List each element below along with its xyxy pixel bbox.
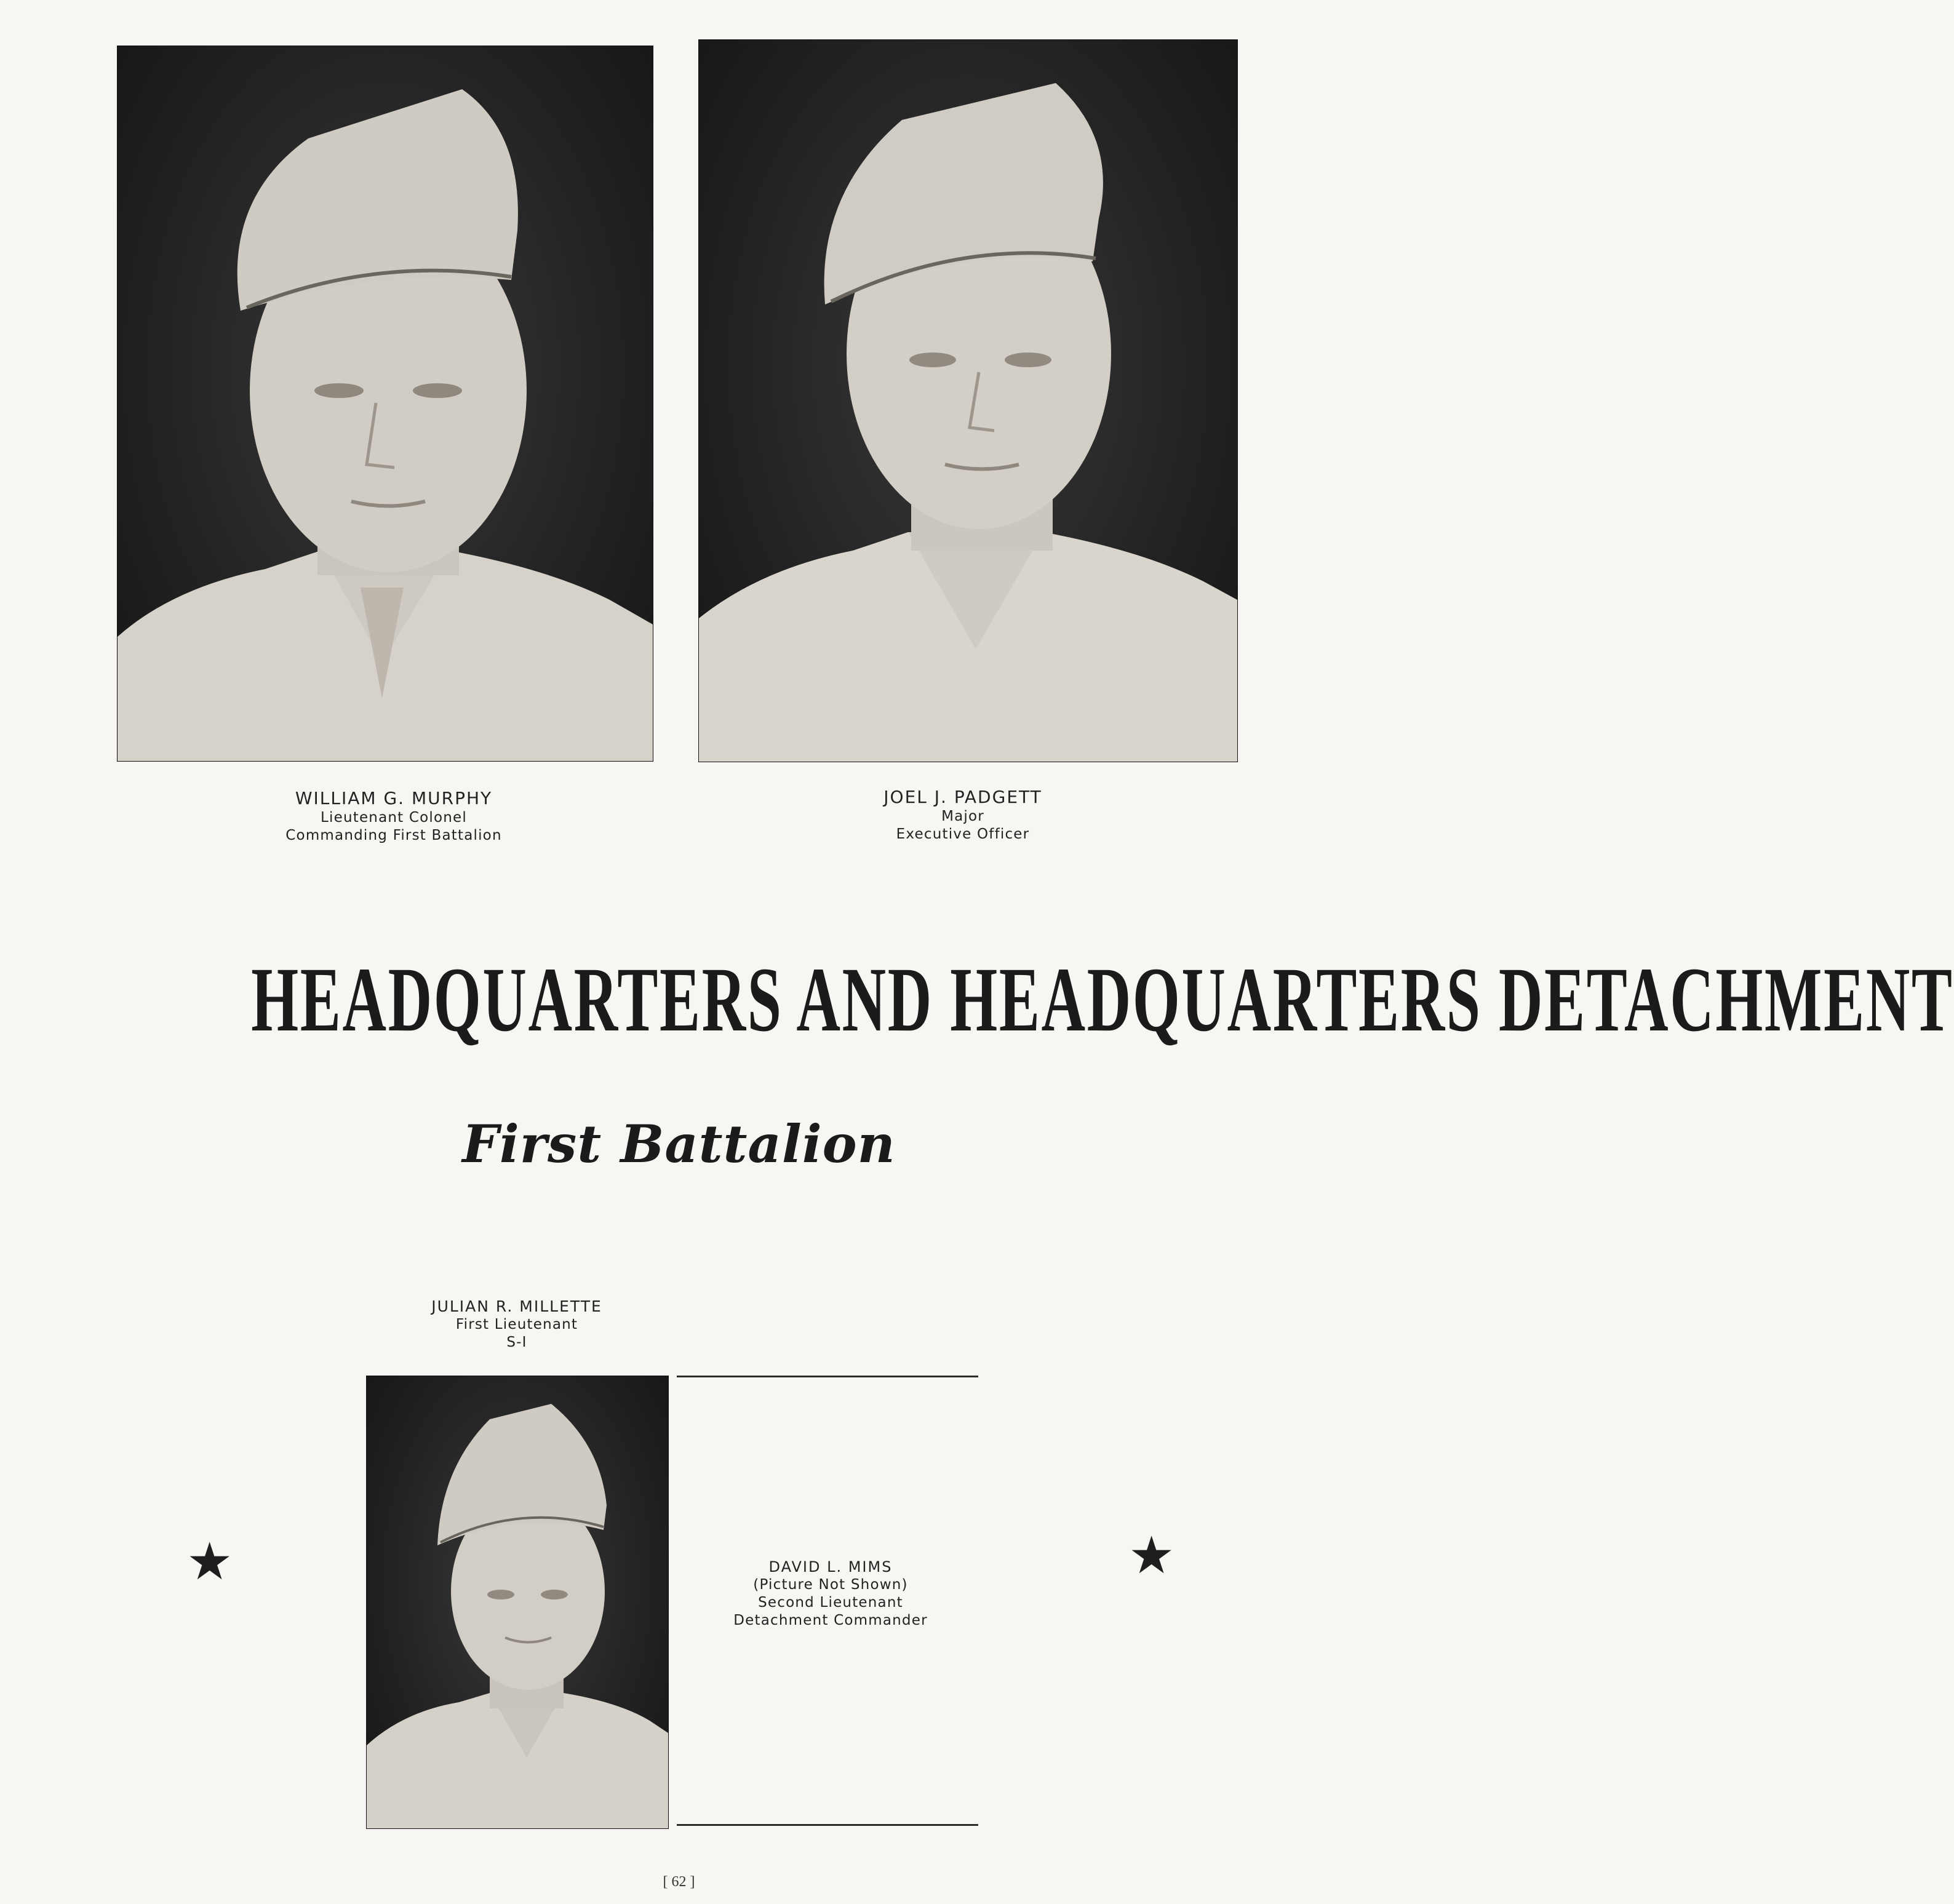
star-icon: ★ (186, 1531, 233, 1591)
officer-title: Commanding First Battalion (285, 827, 502, 843)
caption-millette (381, 1297, 652, 1352)
officer-title: Executive Officer (896, 826, 1030, 842)
officer-note: (Picture Not Shown) (753, 1577, 908, 1593)
caption-murphy (234, 787, 554, 845)
page-heading: HEADQUARTERS AND HEADQUARTERS DETACHMENT (251, 949, 1954, 1051)
portrait-photo-padgett (698, 39, 1238, 762)
officer-title: Detachment Commander (733, 1612, 928, 1628)
bottom-rule (677, 1824, 978, 1826)
officer-title: S-I (506, 1334, 527, 1350)
star-icon: ★ (1128, 1525, 1175, 1585)
top-rule (677, 1376, 978, 1377)
portrait-photo-millette (366, 1376, 669, 1829)
officer-rank: Second Lieutenant (758, 1594, 903, 1611)
officer-name: JOEL J. PADGETT (883, 787, 1042, 807)
caption-padgett (803, 786, 1123, 843)
officer-name: WILLIAM G. MURPHY (295, 788, 493, 808)
officer-name: DAVID L. MIMS (768, 1558, 893, 1575)
officer-rank: First Lieutenant (455, 1316, 578, 1333)
page-number: [ 62 ] (663, 1874, 695, 1890)
portrait-photo-murphy (117, 46, 653, 762)
officer-name: JULIAN R. MILLETTE (431, 1297, 602, 1315)
caption-mims (704, 1558, 957, 1629)
officer-rank: Major (941, 808, 984, 824)
page-subheading: First Battalion (462, 1113, 896, 1174)
officer-rank: Lieutenant Colonel (321, 810, 467, 826)
